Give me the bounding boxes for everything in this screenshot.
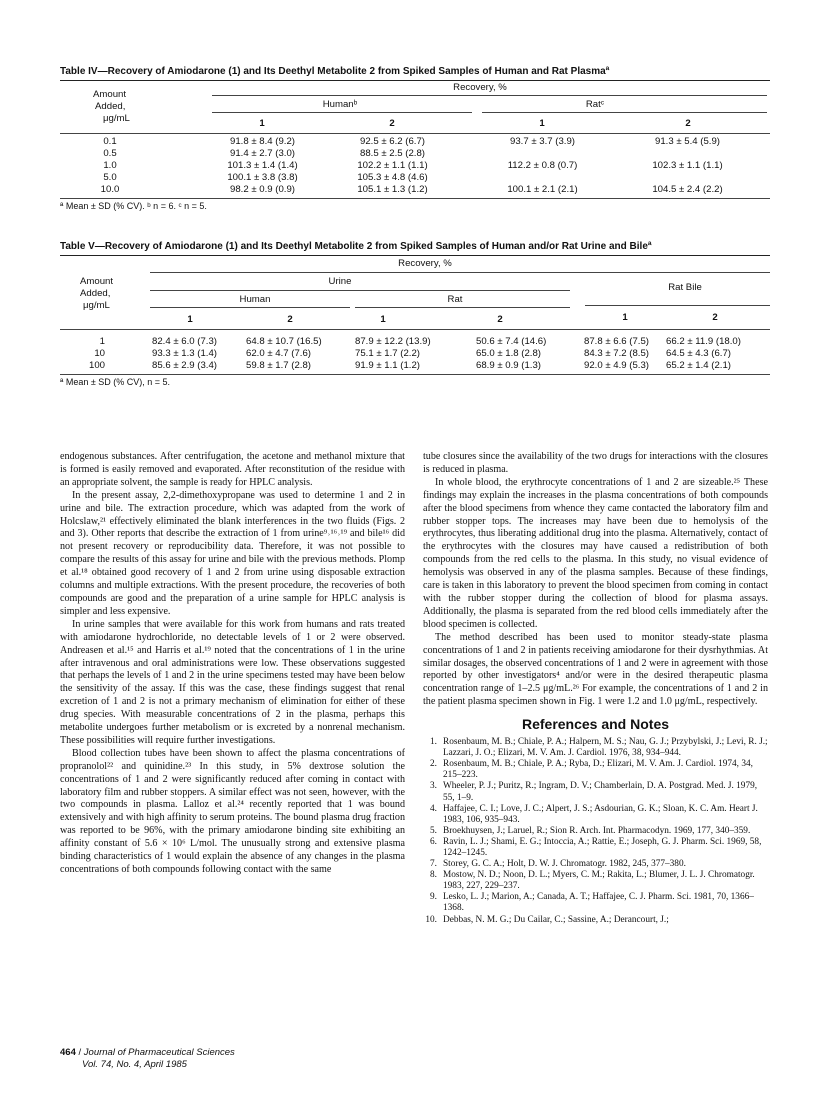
table5-ratbile-rule bbox=[585, 305, 770, 306]
table4-caption: Table IV—Recovery of Amiodarone (1) and Its Deethyl Metabolite 2 from Spiked Samples of Human and Rat Plasmaª bbox=[60, 66, 610, 77]
table5-subheader: 2 bbox=[287, 314, 293, 325]
body-paragraph: endogenous substances. After centrifugation, the acetone and methanol mixture that is formed is easily removed and evaporated. After reconstitution of the residue with an appropriate solvent, the sample is ready for HPLC analysis. bbox=[60, 451, 405, 488]
table5-cell: 50.6 ± 7.4 (14.6) bbox=[476, 336, 547, 347]
table4-amount-header-1: Amount bbox=[93, 89, 127, 100]
table5-rat-header: Rat bbox=[447, 294, 463, 305]
table4-cell: 91.8 ± 8.4 (9.2) bbox=[230, 136, 295, 147]
table4-human-rule bbox=[212, 112, 472, 113]
table4-subheader: 1 bbox=[539, 118, 545, 129]
table5-cell: 1 bbox=[99, 336, 105, 347]
reference-item: 4. Haffajee, C. I.; Love, J. C.; Alpert, J. S.; Asdourian, G. K.; Sloan, K. C. Am. Heart J. 1983, 106, 935–943. bbox=[430, 803, 758, 825]
body-paragraph: tube closures since the availability of the two drugs for interactions with the closures is reduced in plasma. bbox=[423, 451, 768, 475]
table4-cell: 102.3 ± 1.1 (1.1) bbox=[652, 160, 723, 171]
body-paragraph: Blood collection tubes have been shown to affect the plasma concentrations of propranolol²² and quinidine.²³ In this study, in 5% dextrose solution the concentrations of 1 and 2 were significantly reduced after coming in contact with laboratory film and rubber stoppers. A similar effect was not seen, however, with the two compounds in plasma. Lalloz et al.²⁴ recently reported that 1 was bound extensively and with high affinity to serum proteins. The bound plasma drug fraction was reported to be 96%, with the primary amiodarone binding site exhibiting an affinity constant of 5.6 × 10⁶ L/mol. The unusually strong and extensive plasma binding characteristics of 1 would explain the absence of any changes in the plasma concentrations of both compounds following contact with the same bbox=[60, 747, 405, 875]
table5-rat-rule bbox=[355, 307, 570, 308]
table5-caption: Table V—Recovery of Amiodarone (1) and Its Deethyl Metabolite 2 from Spiked Samples of Human and/or Rat Urine and Bileª bbox=[60, 241, 652, 252]
reference-item: 6. Ravin, L. J.; Shami, E. G.; Intoccia, A.; Rattie, E.; Joseph, G. J. Pharm. Sci. 1969, 58, 1242–1245. bbox=[430, 836, 762, 858]
table4-cell: 102.2 ± 1.1 (1.1) bbox=[357, 160, 428, 171]
table5-bottom-rule bbox=[60, 374, 770, 375]
table5-top-rule bbox=[60, 255, 770, 256]
table5-cell: 100 bbox=[88, 360, 105, 371]
table4-top-rule bbox=[60, 80, 770, 81]
table4-cell: 98.2 ± 0.9 (0.9) bbox=[230, 184, 295, 195]
reference-item: 2. Rosenbaum, M. B.; Chiale, P. A.; Ryba, D.; Elizari, M. V. Am. J. Cardiol. 1974, 34, 215–223. bbox=[430, 759, 753, 781]
table5-header-rule bbox=[60, 329, 770, 330]
table5-cell: 82.4 ± 6.0 (7.3) bbox=[152, 336, 217, 347]
reference-item: 1. Rosenbaum, M. B.; Chiale, P. A.; Halpern, M. S.; Nau, G. J.; Przybylski, J.; Levi, R. J.; Lazzari, J. O.; Elizari, M. V. Am. J. Cardiol. 1976, 38, 934–944. bbox=[430, 737, 768, 759]
body-paragraph: In the present assay, 2,2-dimethoxypropane was used to determine 1 and 2 in urine and bile. The extraction procedure, which was adapted from the work of Holcslaw,²¹ effectively eliminated the blank interferences in the two fluids (Figs. 2 and 3). Other reports that describe the extraction of 1 from urine⁹˒¹⁶˒¹⁹ and bile¹⁶ did not present recovery or reproducibility data. Therefore, it was not possible to compare the results of this assay for urine and bile with the previous methods. Plomp et al.¹⁸ obtained good recovery of 1 and 2 from urine using disposable extraction columns and multiple extractions. With the present procedure, the recoveries of both compounds are good and the preparation of a urine sample for HPLC analysis is simpler and less expensive. bbox=[60, 489, 405, 617]
table4-amount-header-2: Added, bbox=[95, 101, 126, 112]
table5-cell: 59.8 ± 1.7 (2.8) bbox=[246, 360, 311, 371]
table5-cell: 68.9 ± 0.9 (1.3) bbox=[476, 360, 541, 371]
table5-cell: 65.0 ± 1.8 (2.8) bbox=[476, 348, 541, 359]
table4-cell: 112.2 ± 0.8 (0.7) bbox=[507, 160, 578, 171]
table5-amount-header-3: μg/mL bbox=[83, 300, 110, 311]
table4-rat-rule bbox=[482, 112, 767, 113]
table5-cell: 64.5 ± 4.3 (6.7) bbox=[666, 348, 731, 359]
table4-amount-header-3: μg/mL bbox=[103, 113, 130, 124]
journal-name: Journal of Pharmaceutical Sciences bbox=[83, 1047, 235, 1058]
table5-cell: 84.3 ± 7.2 (8.5) bbox=[584, 348, 649, 359]
table4-cell: 100.1 ± 2.1 (2.1) bbox=[507, 184, 578, 195]
table5-cell: 64.8 ± 10.7 (16.5) bbox=[246, 336, 322, 347]
table4-header-rule bbox=[60, 133, 770, 134]
table5-cell: 85.6 ± 2.9 (3.4) bbox=[152, 360, 217, 371]
table5-ratbile-header: Rat Bile bbox=[668, 282, 702, 293]
table5-cell: 66.2 ± 11.9 (18.0) bbox=[666, 336, 741, 347]
table4-cell: 88.5 ± 2.5 (2.8) bbox=[360, 148, 425, 159]
table5-footnote: ª Mean ± SD (% CV), n = 5. bbox=[60, 377, 171, 387]
table4-cell: 91.4 ± 2.7 (3.0) bbox=[230, 148, 295, 159]
table4-footnote: ª Mean ± SD (% CV). ᵇ n = 6. ᶜ n = 5. bbox=[60, 201, 207, 211]
table5-cell: 92.0 ± 4.9 (5.3) bbox=[584, 360, 649, 371]
table5-cell: 93.3 ± 1.3 (1.4) bbox=[152, 348, 217, 359]
reference-item: 3. Wheeler, P. J.; Puritz, R.; Ingram, D. V.; Chamberlain, D. A. Postgrad. Med. J. 1979, 55, 1–9. bbox=[430, 781, 758, 803]
table5-subheader: 1 bbox=[622, 312, 628, 323]
table4-cell: 5.0 bbox=[103, 172, 117, 183]
table4-subheader: 2 bbox=[685, 118, 691, 129]
table4-cell: 105.3 ± 4.8 (4.6) bbox=[357, 172, 428, 183]
reference-item: 8. Mostow, N. D.; Noon, D. L.; Myers, C. M.; Rakita, L.; Blumer, J. L. J. Chromatogr. 1983, 227, 229–237. bbox=[430, 870, 755, 892]
table5-urine-rule bbox=[150, 290, 570, 291]
references-list bbox=[423, 737, 768, 926]
table4-cell: 101.3 ± 1.4 (1.4) bbox=[227, 160, 298, 171]
right-text-column bbox=[423, 451, 768, 926]
table4-cell: 92.5 ± 6.2 (6.7) bbox=[360, 136, 425, 147]
table4-cell: 100.1 ± 3.8 (3.8) bbox=[227, 172, 298, 183]
reference-item: 7. Storey, G. C. A.; Holt, D. W. J. Chromatogr. 1982, 245, 377–380. bbox=[430, 859, 686, 870]
reference-item: 5. Broekhuysen, J.; Laruel, R.; Sion R. Arch. Int. Pharmacodyn. 1969, 177, 340–359. bbox=[430, 825, 751, 836]
table5-cell: 87.8 ± 6.6 (7.5) bbox=[584, 336, 649, 347]
body-paragraph: In whole blood, the erythrocyte concentrations of 1 and 2 are sizeable.²⁵ These findings may explain the increases in the plasma concentrations of both compounds after the blood specimens from whence they came contacted the laboratory film and rubber stopper tops. The increases may have been due to hemolysis of the erythrocytes, thus liberating additional drug into the plasma. Alternatively, contact of the erythrocytes with the closures may have caused a redistribution of both compounds from the red cells to the plasma. In this study, no visual evidence of hemolysis was observed in any of the plasma samples. Because of these findings, care is taken in this laboratory to prevent the blood specimen from coming in contact with the rubber stopper during the collection of blood for plasma assays. Additionally, the plasma is separated from the red blood cells immediately after the blood specimen is collected. bbox=[423, 476, 768, 630]
table5-subheader: 1 bbox=[380, 314, 386, 325]
body-paragraph: The method described has been used to monitor steady-state plasma concentrations of 1 and 2 in patients receiving amiodarone for their dysrhythmias. At similar dosages, the observed concentrations of 1 and 2 were in agreement with those reported by other investigators⁴ and/or were in the desired therapeutic plasma concentration range of 1–2.5 μg/mL.²⁶ For example, the concentrations of 1 and 2 in the patient plasma specimen shown in Fig. 1 were 1.2 and 1.0 μg/mL, respectively. bbox=[423, 631, 768, 708]
references-heading: References and Notes bbox=[521, 716, 670, 733]
table5-subheader: 1 bbox=[187, 314, 193, 325]
table5-amount-header-1: Amount bbox=[80, 276, 114, 287]
reference-item: 9. Lesko, L. J.; Marion, A.; Canada, A. T.; Haffajee, C. J. Pharm. Sci. 1981, 70, 1366–1368. bbox=[430, 892, 754, 914]
table4-cell: 105.1 ± 1.3 (1.2) bbox=[357, 184, 428, 195]
table5-cell: 62.0 ± 4.7 (7.6) bbox=[246, 348, 311, 359]
page-footer bbox=[60, 1047, 235, 1071]
table5-cell: 75.1 ± 1.7 (2.2) bbox=[355, 348, 420, 359]
table4-cell: 10.0 bbox=[100, 184, 120, 195]
table5-cell: 10 bbox=[94, 348, 105, 359]
table5-urine-header: Urine bbox=[328, 276, 352, 287]
table4-recovery-rule bbox=[212, 95, 767, 96]
left-text-column bbox=[60, 451, 405, 877]
table4-cell: 0.1 bbox=[103, 136, 117, 147]
table4-bottom-rule bbox=[60, 198, 770, 199]
table4-human-header: Humanᵇ bbox=[322, 99, 358, 110]
table4-cell: 1.0 bbox=[103, 160, 117, 171]
table4-subheader: 2 bbox=[389, 118, 395, 129]
table5-human-rule bbox=[150, 307, 350, 308]
table5-subheader: 2 bbox=[497, 314, 503, 325]
table5-amount-header-2: Added, bbox=[80, 288, 111, 299]
table4-cell: 0.5 bbox=[103, 148, 117, 159]
table5-cell: 91.9 ± 1.1 (1.2) bbox=[355, 360, 420, 371]
table4-cell: 93.7 ± 3.7 (3.9) bbox=[510, 136, 575, 147]
table4-cell: 91.3 ± 5.4 (5.9) bbox=[655, 136, 720, 147]
table5-subheader: 2 bbox=[712, 312, 718, 323]
table5-recovery-rule bbox=[150, 272, 770, 273]
reference-item: 10. Debbas, N. M. G.; Du Cailar, C.; Sassine, A.; Derancourt, J.; bbox=[425, 914, 669, 925]
table4-subheader: 1 bbox=[259, 118, 265, 129]
table5-cell: 65.2 ± 1.4 (2.1) bbox=[666, 360, 731, 371]
table5-human-header: Human bbox=[239, 294, 271, 305]
table5-recovery-header: Recovery, % bbox=[398, 258, 452, 269]
body-paragraph: In urine samples that were available for this work from humans and rats treated with amiodarone hydrochloride, no detectable levels of 1 or 2 were observed. Andreasen et al.¹⁵ and Harris et al.¹⁹ noted that the concentrations of 1 in the urine after intravenous and oral administrations were low. These observations suggested that perhaps the levels of 1 and 2 in the urine specimens tested may have been below the sensitivity of the assay. If this was the case, these findings suggest that renal excretion of 1 and 2 is not a primary mechanism of elimination for either of these drug species. With measurable concentrations of 2 in the plasma, perhaps this metabolite undergoes further metabolism or is excreted by a nonrenal mechanism. These possibilities will require further investigations. bbox=[60, 618, 405, 746]
table4-recovery-header: Recovery, % bbox=[453, 82, 507, 93]
table4-cell: 104.5 ± 2.4 (2.2) bbox=[652, 184, 723, 195]
table4-rat-header: Ratᶜ bbox=[585, 99, 605, 110]
footer-separator: / bbox=[78, 1047, 82, 1058]
journal-issue: Vol. 74, No. 4, April 1985 bbox=[82, 1059, 187, 1070]
page-number: 464 bbox=[60, 1047, 76, 1058]
table5-cell: 87.9 ± 12.2 (13.9) bbox=[355, 336, 431, 347]
